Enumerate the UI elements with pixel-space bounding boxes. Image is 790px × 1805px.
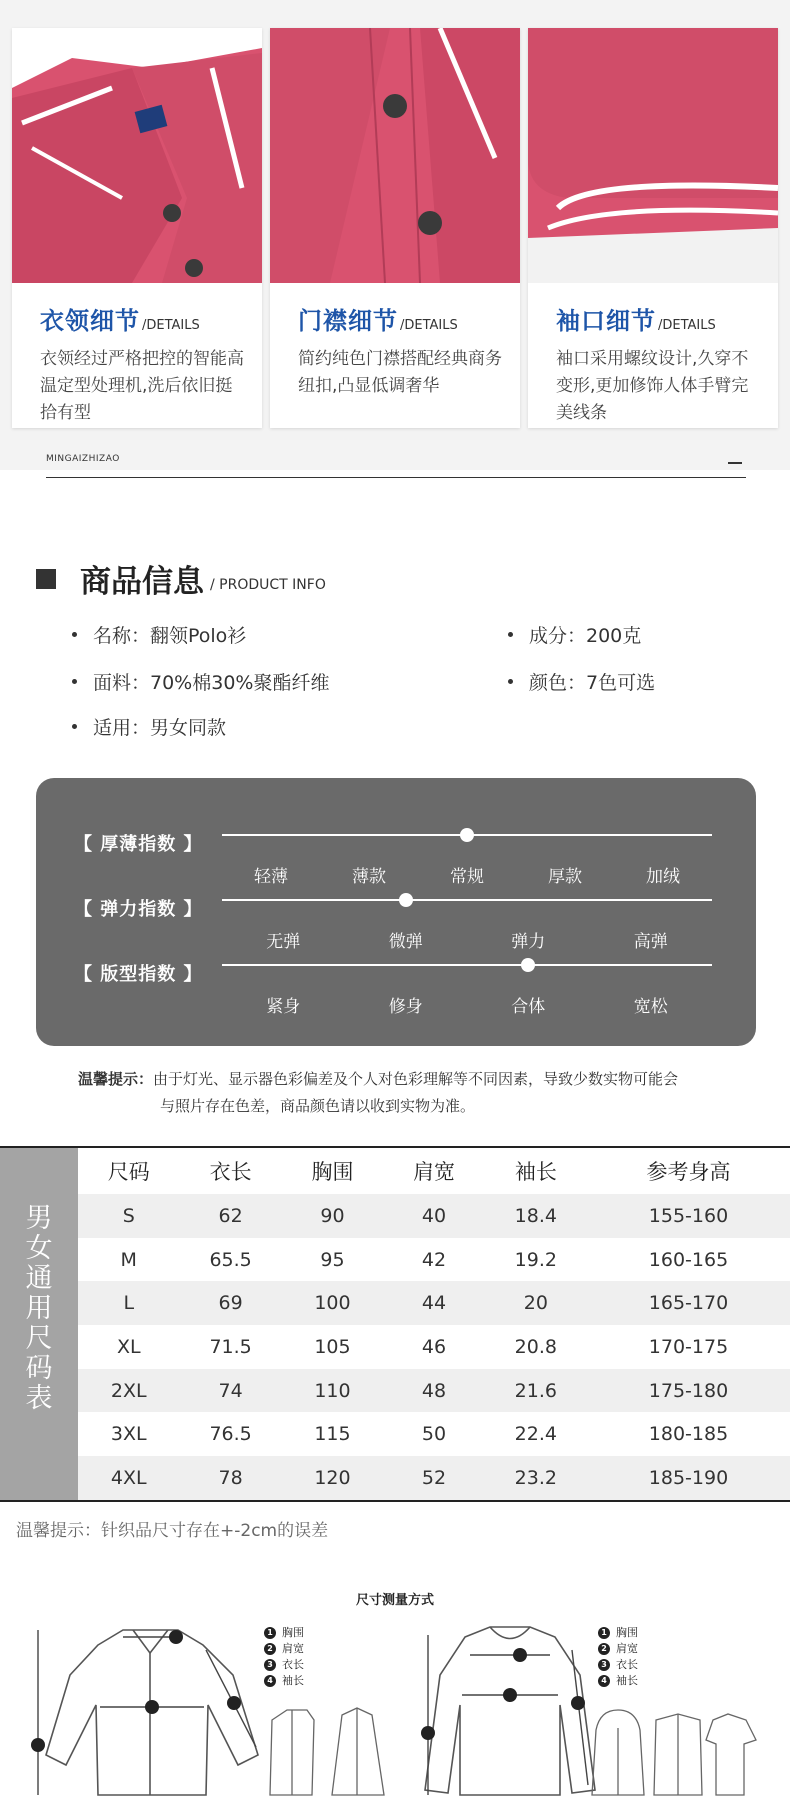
column-header: 衣长	[209, 1160, 252, 1184]
thickness-option: 厚款	[548, 867, 582, 887]
tip-line-2: 与照片存在色差，商品颜色请以收到实物为准。	[160, 1097, 476, 1115]
card-description: 袖口采用螺纹设计,久穿不变形,更加修饰人体手臂完美线条	[556, 349, 749, 423]
card-title: 门襟细节	[298, 307, 398, 335]
product-info-subtitle: / PRODUCT INFO	[210, 576, 326, 593]
fit-option: 紧身	[266, 997, 301, 1017]
table-header-row	[78, 1148, 790, 1194]
info-item-fabric: 面料：70%棉30%聚酯纤维	[72, 668, 329, 695]
column-header: 胸围	[311, 1160, 354, 1184]
elasticity-index-scale	[222, 899, 712, 901]
fit-option: 合体	[511, 997, 546, 1017]
table-row: XL 71.5 105 46 20.8 170-175	[116, 1335, 729, 1358]
brand-text: MINGAIZHIZAO	[46, 454, 120, 464]
thickness-option: 加绒	[646, 867, 680, 887]
column-header: 尺码	[107, 1160, 150, 1184]
elasticity-index-label: 【 弹力指数 】	[74, 899, 203, 920]
elasticity-option: 弹力	[511, 932, 546, 952]
elasticity-index-marker	[399, 893, 413, 907]
brand-bar	[46, 448, 746, 478]
fit-index-label: 【 版型指数 】	[74, 964, 203, 985]
fit-option: 修身	[388, 997, 423, 1017]
placket-detail-card	[270, 28, 520, 428]
bullet-icon	[72, 724, 77, 729]
thickness-index-label: 【 厚薄指数 】	[74, 834, 203, 855]
fit-index-marker	[521, 958, 535, 972]
fit-index-scale	[222, 964, 712, 966]
collar-photo	[12, 28, 262, 283]
jacket-sketch	[262, 1700, 392, 1800]
column-header: 袖长	[514, 1160, 557, 1184]
info-item-gender: 适用：男女同款	[72, 713, 226, 740]
table-row: 3XL 76.5 115 50 22.4 180-185	[110, 1423, 729, 1446]
table-row: 4XL 78 120 52 23.2 185-190	[78, 1456, 790, 1500]
color-tip	[78, 1066, 678, 1120]
thickness-option: 薄款	[352, 867, 386, 887]
table-row: M 65.5 95 42 19.2 160-165	[120, 1248, 729, 1271]
detail-section	[0, 0, 790, 470]
cuff-detail-card	[528, 28, 778, 428]
cuff-photo	[528, 28, 778, 283]
bullet-icon	[508, 632, 513, 637]
bullet-icon	[72, 632, 77, 637]
table-row: 2XL 74 110 48 21.6 175-180	[78, 1369, 790, 1413]
info-item-weight: 成分：200克	[508, 621, 641, 648]
thickness-option: 轻薄	[254, 867, 288, 887]
column-header: 肩宽	[412, 1160, 455, 1184]
index-panel	[36, 778, 756, 1046]
card-subtitle: /DETAILS	[400, 318, 458, 333]
product-info-heading	[36, 556, 326, 601]
thickness-option: 常规	[450, 867, 484, 887]
product-info-title: 商品信息	[80, 564, 204, 600]
size-tolerance-tip: 温馨提示：针织品尺寸存在+-2cm的误差	[16, 1521, 329, 1541]
tip-key: 温馨提示：	[78, 1070, 154, 1088]
thickness-index-marker	[460, 828, 474, 842]
tip-line-1: 由于灯光、显示器色彩偏差及个人对色彩理解等不同因素，导致少数实物可能会	[153, 1070, 679, 1088]
table-row: S 62 90 40 18.4 155-160	[78, 1194, 790, 1238]
shirt-sketch	[28, 1615, 268, 1800]
size-chart	[0, 1146, 790, 1502]
sweater-sketch	[410, 1615, 610, 1800]
hoodie-tshirt-sketch	[588, 1700, 758, 1800]
card-subtitle: /DETAILS	[658, 318, 716, 333]
collar-detail-card	[12, 28, 262, 428]
column-header: 参考身高	[646, 1160, 731, 1184]
card-title: 衣领细节	[40, 307, 140, 335]
dash-icon	[728, 462, 742, 464]
card-subtitle: /DETAILS	[142, 318, 200, 333]
info-item-color: 颜色：7色可选	[508, 668, 655, 695]
elasticity-option: 无弹	[266, 932, 301, 952]
card-title: 袖口细节	[556, 307, 656, 335]
measure-legend-right: 1 胸围 2 肩宽 3 衣长 4 袖长	[598, 1625, 638, 1689]
size-table	[78, 1148, 790, 1500]
measure-legend-left: 1 胸围 2 肩宽 3 衣长 4 袖长	[264, 1625, 304, 1689]
table-row: L 69 100 44 20 165-170	[78, 1281, 790, 1325]
card-description: 简约纯色门襟搭配经典商务纽扣,凸显低调奢华	[298, 349, 502, 396]
square-bullet-icon	[36, 569, 56, 589]
placket-photo	[270, 28, 520, 283]
size-chart-side-label: 男 女 通 用 尺 码 表	[0, 1148, 78, 1500]
elasticity-option: 高弹	[633, 932, 668, 952]
card-description: 衣领经过严格把控的智能高温定型处理机,洗后依旧挺拾有型	[40, 349, 244, 423]
measure-title: 尺寸测量方式	[355, 1593, 434, 1608]
elasticity-option: 微弹	[388, 932, 423, 952]
info-item-name: 名称：翻领Polo衫	[72, 621, 246, 648]
fit-option: 宽松	[633, 997, 668, 1017]
bullet-icon	[72, 679, 77, 684]
bullet-icon	[508, 679, 513, 684]
